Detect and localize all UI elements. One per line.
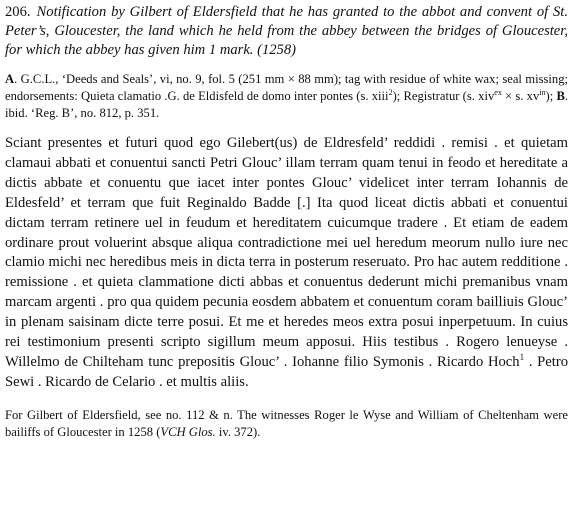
document-page [5, 3, 568, 441]
commentary-text: For Gilbert of Eldersfield, see no. 112 & n. The witnesses Roger le Wyse and William of Cheltenham were bailiffs of Gloucester in 1258 ( [5, 407, 568, 439]
date-superscript: in [539, 88, 546, 97]
witness-a-close: ); [545, 89, 557, 103]
date-superscript: 2 [388, 88, 393, 97]
commentary-text-end: iv. 372). [215, 424, 261, 439]
entry-number: 206. [5, 4, 31, 20]
witness-a-endorsement-date: × s. xv [501, 89, 540, 103]
charter-text [5, 134, 568, 393]
commentary-reference: VCH Glos. [160, 424, 216, 439]
witness-a-description: . G.C.L., ‘Deeds and Seals’, vi, no. 9, fol. 5 (251 mm × 88 mm); tag with residue of white wax; seal missing; endorsements: Quieta clamatio .G. de Eldisfeld de domo inter pontes (s. xiii [5, 72, 568, 103]
commentary-note [5, 407, 568, 441]
witness-b-siglum: B [556, 89, 565, 103]
date-superscript: ex [494, 88, 502, 97]
witness-b-description: . ibid. ‘Reg. B’, no. 812, p. 351. [5, 89, 569, 120]
charter-text-end: . Petro Sewi . Ricardo de Celario . et multis aliis. [5, 353, 568, 390]
charter-text-main: Sciant presentes et futuri quod ego Gilebert(us) de Eldresfeld’ reddidi . remisi . et quietam clamaui abbati et conuentui sancti Petri Glouc’ illam terram quam tenui in feodo et hereditate a dictis abbate et conuentu que iacet inter pontes Glouc’ videlicet inter terram Iohannis de Eldesfeld’ et terram que fuit Reginaldo Badde [.] Ita quod liceat dictis abbati et conuentui dictam terram retinere uel in feudum et hereditatem cuicumque tradere . Et etiam de eadem ordinare prout voluerint absque aliqua contradictione mei uel heredum meorum nullo iure nec clamio michi nec heredibus meis in dicta terra in posterum reseruato. Pro hac autem redditione . remissione . et quieta clammatione dicti abbas et conuentus dederunt michi premanibus vnam marcam argenti . pro qua quidem pecunia eosdem abbatem et conuentum coram bailliuis Glouc’ in plenam saisinam dicte terre posui. Et me et heredes meos extra posui inperpetuum. In cuius rei testimonium presenti scripto sigillum meum apposui. Hiis testibus . Rogero lenueyse . Willelmo de Chilteham tunc prepositis Glouc’ . Iohanne filio Symonis . Ricardo Hoch [5, 135, 568, 370]
witness-a-endorsement: ); Registratur (s. xiv [392, 89, 495, 103]
manuscript-apparatus [5, 71, 568, 122]
witness-a-siglum: A [5, 72, 15, 86]
entry-heading [5, 3, 568, 60]
footnote-marker: 1 [519, 351, 525, 362]
entry-title: Notification by Gilbert of Eldersfield that he has granted to the abbot and convent of St. Peter’s, Gloucester, the land which he held from the abbey between the bridges of Gloucester, for which the abbey has given him 1 mark. (1258) [5, 4, 568, 58]
